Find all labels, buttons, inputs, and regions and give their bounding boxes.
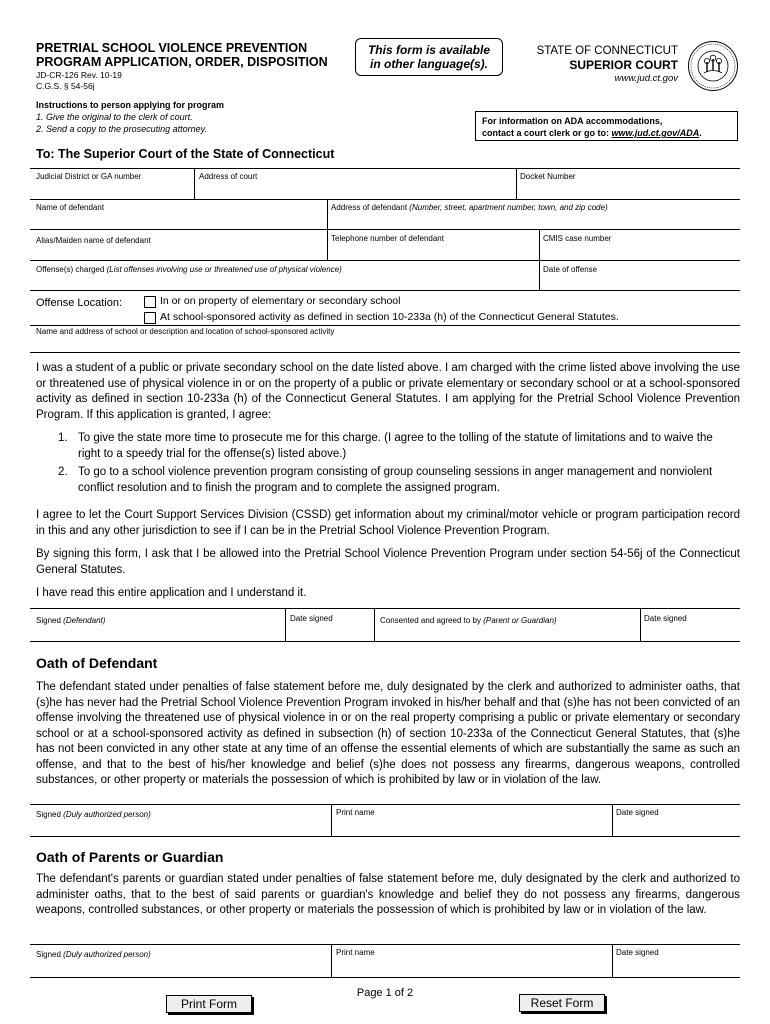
- grid-rule: [30, 199, 740, 200]
- alias-label: Alias/Maiden name of defendant: [36, 236, 151, 245]
- court-address-label: Address of court: [199, 172, 258, 181]
- language-availability-box: [355, 38, 503, 76]
- oath-guardian-heading: Oath of Parents or Guardian: [36, 849, 224, 865]
- oath-guardian-date-label: Date signed: [616, 948, 659, 957]
- guardian-consent-role: (Parent or Guardian): [483, 616, 557, 625]
- agreement-item2-number: 2.: [58, 466, 68, 478]
- form-id: JD-CR-126 Rev. 10-19: [36, 70, 122, 80]
- form-title: [36, 41, 328, 69]
- offense-location-label: Offense Location:: [36, 297, 123, 309]
- offenses-hint: (List offenses involving use or threatened use of physical violence): [106, 265, 342, 274]
- oath-defendant-print-name-label: Print name: [336, 808, 375, 817]
- guardian-date-label: Date signed: [644, 614, 687, 623]
- court-name: SUPERIOR COURT: [569, 58, 678, 72]
- grid-rule: [30, 944, 740, 945]
- oath-defendant-text: The defendant stated under penalties of false statement before me, duly designated by the clerk and authorized to administer oaths, that (s)he has never had the Pretrial School Violence Prevention Program invoked in his/her behalf and that (s)he has not been convicted of an offense involving the threatened use of physical violence in or on the real property comprising a public or private elementary or secondary school or at a school-sponsored activity as defined in subsection (h) of section 10-233a of the Connecticut General Statutes, that (s)he has not been convicted in any other state at any time of an offense the essential elements of which are substantially the same as such an offense, and that to the best of his/her knowledge and belief (s)he does not possess any firearms, dangerous weapons, controlled substances, or other property or materials the possession of which is prohibited by law or in violation of the law.: [36, 681, 740, 786]
- school-activity-option: At school-sponsored activity as defined in section 10-233a (h) of the Connecticut General Statutes.: [160, 311, 619, 323]
- understanding-statement: I have read this entire application and I understand it.: [36, 587, 307, 599]
- ada-line1: For information on ADA accommodations,: [482, 116, 663, 126]
- school-activity-checkbox[interactable]: [144, 312, 156, 324]
- signing-request: By signing this form, I ask that I be allowed into the Pretrial School Violence Prevention Program under section 54-56j of the Connecticut General Statutes.: [36, 548, 740, 576]
- oath-guardian-signature-label: [36, 950, 151, 959]
- judicial-district-label: Judicial District or GA number: [36, 172, 142, 181]
- defendant-date-label: Date signed: [290, 614, 333, 623]
- grid-rule: [30, 290, 740, 291]
- oath-defendant-signature-label: [36, 810, 151, 819]
- oath-defendant-heading: Oath of Defendant: [36, 655, 158, 671]
- offenses-label: [36, 265, 342, 274]
- oath-guardian-text: The defendant's parents or guardian stated under penalties of false statement before me, duly designated by the clerk and authorized to administer oaths, that to the best of said parents or guardian's knowledge and belief they do not possess any firearms, dangerous weapons, controlled substances, or other property or materials the possession of which is prohibited by law or in violation of the law.: [36, 873, 740, 916]
- form-meta: [36, 70, 122, 92]
- grid-rule: [30, 168, 740, 169]
- state-seal-icon: [687, 40, 739, 92]
- agreement-item2: To go to a school violence prevention program consisting of group counseling sessions in anger management and nonviolent conflict resolution and to finish the program and to complete the assigned program.: [78, 466, 713, 494]
- defendant-signature-label: [36, 616, 105, 625]
- instructions-step2: 2. Send a copy to the prosecuting attorney.: [36, 124, 207, 134]
- applicant-instructions: [36, 99, 224, 135]
- grid-rule: [30, 641, 740, 642]
- grid-divider: [374, 608, 375, 641]
- defendant-address-hint: (Number, street, apartment number, town, and zip code): [409, 203, 608, 212]
- court-header: [520, 44, 678, 86]
- grid-divider: [331, 944, 332, 977]
- defendant-role: (Defendant): [63, 616, 106, 625]
- defendant-signed-text: Signed: [36, 616, 61, 625]
- defendant-name-label: Name of defendant: [36, 203, 105, 212]
- grid-rule: [30, 608, 740, 609]
- page-number: Page 1 of 2: [356, 987, 414, 999]
- ada-info-box: [475, 111, 738, 141]
- cmis-label: CMIS case number: [543, 234, 612, 243]
- school-property-option: In or on property of elementary or secondary school: [160, 295, 401, 307]
- cssd-consent: I agree to let the Court Support Services Division (CSSD) get information about my criminal/motor vehicle or program participation record in this and any other jurisdiction to see if I can be in the Pretrial School Violence Prevention Program.: [36, 509, 740, 537]
- ada-link[interactable]: www.jud.ct.gov/ADA: [611, 128, 700, 138]
- oath-guardian-role: (Duly authorized person): [63, 950, 151, 959]
- oath-guardian-signed-text: Signed: [36, 950, 61, 959]
- offenses-text: Offense(s) charged: [36, 265, 105, 274]
- school-description-label: Name and address of school or description and location of school-sponsored activity: [36, 327, 335, 336]
- grid-divider: [539, 229, 540, 290]
- grid-rule: [30, 260, 740, 261]
- grid-divider: [612, 944, 613, 977]
- grid-rule: [30, 229, 740, 230]
- court-website: www.jud.ct.gov: [614, 73, 678, 84]
- grid-rule: [30, 325, 740, 326]
- ada-line2-end: .: [699, 128, 702, 138]
- agreement-item1-number: 1.: [58, 432, 68, 444]
- application-statement: I was a student of a public or private secondary school on the date listed above. I am charged with the crime listed above involving the use or threatened use of physical violence in or on the property of a public or private elementary or secondary school or at a school-sponsored activity as defined in section 10-233a (h) of the Connecticut General Statutes. I am applying for the Pretrial School Violence Prevention Program. If this application is granted, I agree:: [36, 362, 740, 421]
- availability-line2: in other language(s).: [369, 57, 488, 71]
- state-name: STATE OF CONNECTICUT: [536, 45, 678, 57]
- oath-defendant-date-label: Date signed: [616, 808, 659, 817]
- availability-line1: This form is available: [367, 43, 491, 57]
- reset-form-button[interactable]: Reset Form: [519, 994, 605, 1012]
- grid-divider: [194, 168, 195, 199]
- grid-divider: [516, 168, 517, 199]
- grid-divider: [331, 804, 332, 836]
- grid-rule: [30, 977, 740, 978]
- form-title-line1: PRETRIAL SCHOOL VIOLENCE PREVENTION: [36, 41, 308, 55]
- agreement-item1: To give the state more time to prosecute me for this charge. (I agree to the tolling of the statute of limitations and to waive the right to a speedy trial for the offense(s) listed above.): [78, 432, 713, 460]
- grid-divider: [612, 804, 613, 836]
- oath-defendant-signed-text: Signed: [36, 810, 61, 819]
- instructions-title: Instructions to person applying for program: [36, 100, 225, 110]
- grid-rule: [30, 352, 740, 353]
- addressee-heading: To: The Superior Court of the State of Connecticut: [36, 147, 335, 161]
- grid-divider: [327, 199, 328, 260]
- ada-line2-text: contact a court clerk or go to:: [482, 128, 612, 138]
- instructions-step1: 1. Give the original to the clerk of court.: [36, 112, 193, 122]
- grid-rule: [30, 804, 740, 805]
- form-title-line2: PROGRAM APPLICATION, ORDER, DISPOSITION: [36, 55, 328, 69]
- defendant-address-text: Address of defendant: [331, 203, 408, 212]
- docket-number-label: Docket Number: [520, 172, 576, 181]
- telephone-label: Telephone number of defendant: [331, 234, 444, 243]
- ada-line2: [482, 127, 731, 139]
- guardian-consent-text: Consented and agreed to by: [380, 616, 481, 625]
- defendant-address-label: [331, 203, 608, 212]
- oath-guardian-print-name-label: Print name: [336, 948, 375, 957]
- statute: C.G.S. § 54-56j: [36, 81, 95, 91]
- oath-defendant-role: (Duly authorized person): [63, 810, 151, 819]
- grid-rule: [30, 836, 740, 837]
- print-form-button[interactable]: Print Form: [166, 995, 252, 1013]
- school-property-checkbox[interactable]: [144, 296, 156, 308]
- offense-date-label: Date of offense: [543, 265, 598, 274]
- guardian-consent-label: [380, 616, 557, 625]
- grid-divider: [640, 608, 641, 641]
- grid-divider: [285, 608, 286, 641]
